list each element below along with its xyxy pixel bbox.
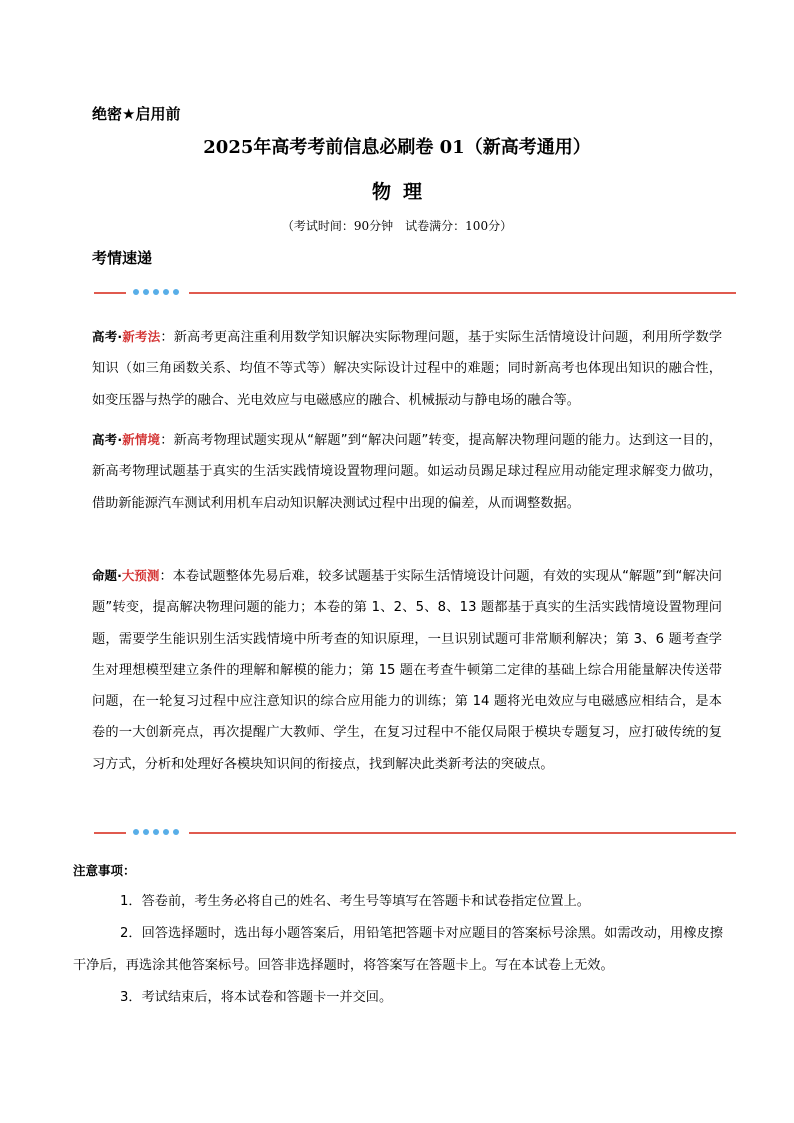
paragraph-text: ：本卷试题整体先易后难，较多试题基于实际生活情境设计问题，有效的实现从“解题”到“解决问题”转变，提高解决物理问题的能力；本卷的第 1、2、5、8、13 题都基于真实的生活实践情境设置物理问题，需要学生能识别生活实践情境中所考查的知识原理，一旦识别试题可非常顺利解决；第 3、6 题考查学生对理想模型建立条件的理解和解模的能力；第 15 题在考查牛顿第二定律的基础上综合用能量解决传送带问题，在一轮复习过程中应注意知识的综合应用能力的训练；第 14 题将光电效应与电磁感应相结合，是本卷的一大创新亮点，再次提醒广大教师、学生，在复习过程中不能仅局限于模块专题复习，应打破传统的复习方式，分析和处理好各模块知识间的衔接点，找到解决此类新考法的突破点。 [92,569,722,772]
divider-line-left [94,292,126,294]
divider-dot [133,829,139,835]
divider-dot [133,289,139,295]
paragraph-new-context [92,424,722,519]
subject-title [0,177,794,204]
subject-char-1: 物 [371,181,391,203]
divider-top [94,288,736,298]
paragraph-label-highlight: 新考法 [122,329,161,344]
paragraph-text: ：新高考更高注重利用数学知识解决实际物理问题，基于实际生活情境设计问题，利用所学数学知识（如三角函数关系、均值不等式等）解决实际设计过程中的难题；同时新高考也体现出知识的融合性，如变压器与热学的融合、光电效应与电磁感应的融合、机械振动与静电场的融合等。 [92,330,723,408]
divider-dot [163,289,169,295]
divider-dot [163,829,169,835]
divider-line-right [189,292,736,294]
divider-dots [133,829,179,835]
exam-title: 2025年高考考前信息必刷卷 01（新高考通用） [203,137,591,158]
divider-dot [173,829,179,835]
exam-info: （考试时间：90分钟 试卷满分：100分） [281,219,513,233]
divider-bottom [94,828,736,838]
paragraph-label-prefix: 高考· [92,432,123,447]
paragraph-text: ：新高考物理试题实现从“解题”到“解决问题”转变，提高解决物理问题的能力。达到这一目的，新高考物理试题基于真实的生活实践情境设置物理问题。如运动员踢足球过程应用动能定理求解变力做功，借助新能源汽车测试利用机车启动知识解决测试过程中出现的偏差，从而调整数据。 [92,433,722,511]
divider-dot [143,829,149,835]
divider-line-left [94,832,126,834]
divider-dot [153,829,159,835]
paragraph-prediction [92,560,722,780]
note-item-3: 3．考试结束后，将本试卷和答题卡一并交回。 [120,990,393,1005]
divider-dot [173,289,179,295]
divider-dot [143,289,149,295]
paragraph-label-highlight: 新情境 [122,432,161,447]
note-item-1: 1．答卷前，考生务必将自己的姓名、考生号等填写在答题卡和试卷指定位置上。 [120,894,590,909]
divider-dots [133,289,179,295]
paragraph-label-highlight: 大预测 [121,568,160,583]
divider-dot [153,289,159,295]
paragraph-new-method [92,321,722,416]
paragraph-label-prefix: 高考· [92,329,123,344]
notes-title: 注意事项： [73,863,136,878]
confidential-label: 绝密★启用前 [92,105,181,123]
note-item-2: 2．回答选择题时，选出每小题答案后，用铅笔把答题卡对应题目的答案标号涂黑。如需改动，用橡皮擦干净后，再选涂其他答案标号。回答非选择题时，将答案写在答题卡上。写在本试卷上无效。 [73,926,723,973]
section-heading: 考情速递 [92,249,153,267]
paragraph-label-prefix: 命题· [92,568,122,583]
divider-line-right [189,832,736,834]
subject-char-2: 理 [403,181,423,203]
